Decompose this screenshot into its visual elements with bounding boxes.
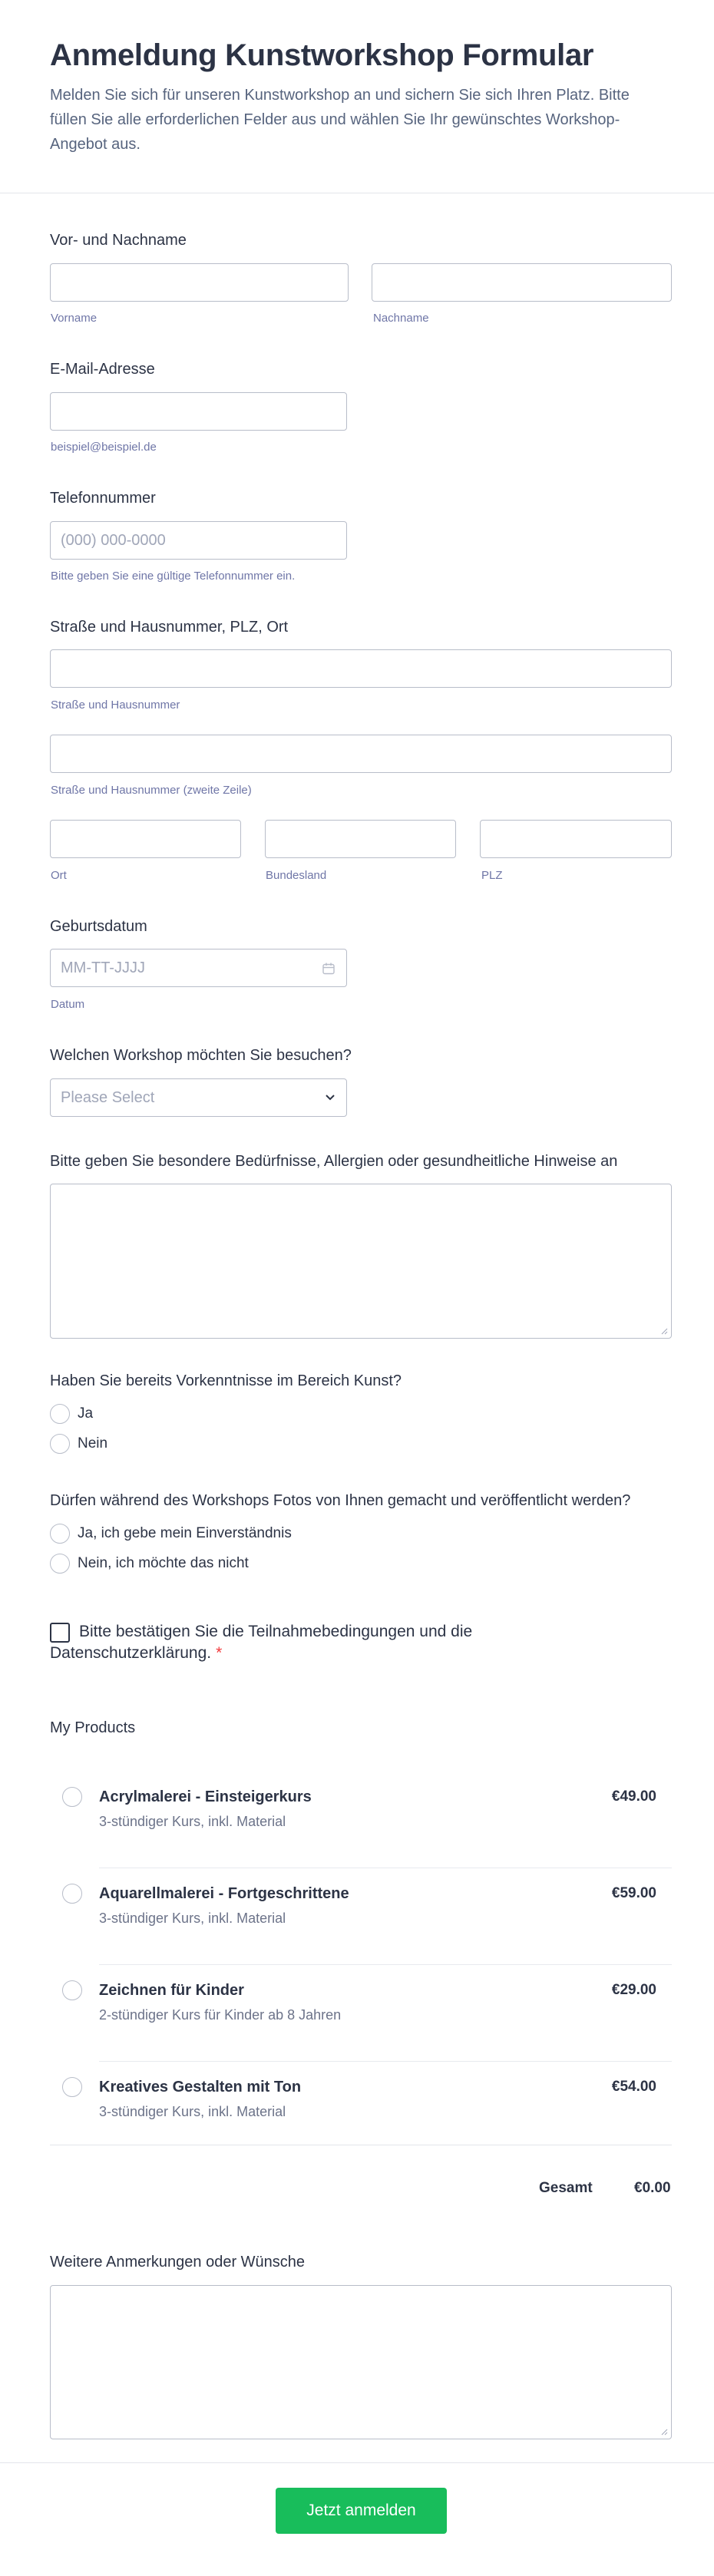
email-label: E-Mail-Adresse (50, 361, 155, 378)
birthdate-placeholder: MM-TT-JJJJ (61, 959, 145, 976)
city-input[interactable] (50, 820, 241, 858)
product-price: €29.00 (611, 1982, 656, 1998)
first-name-input[interactable] (50, 263, 349, 302)
resize-grip-icon[interactable] (660, 2428, 668, 2436)
state-sublabel: Bundesland (266, 869, 327, 882)
needs-textarea[interactable] (50, 1184, 672, 1339)
workshop-select[interactable] (50, 1078, 347, 1117)
product-item[interactable] (50, 1965, 672, 2062)
email-sublabel: beispiel@beispiel.de (51, 441, 157, 454)
address-label: Straße und Hausnummer, PLZ, Ort (50, 619, 289, 636)
needs-label: Bitte geben Sie besondere Bedürfnisse, Allergien oder gesundheitliche Hinweise an (50, 1153, 618, 1170)
birthdate-label: Geburtsdatum (50, 918, 147, 935)
product-item[interactable] (50, 1868, 672, 1965)
last-name-sublabel: Nachname (373, 312, 429, 325)
zip-input[interactable] (480, 820, 672, 858)
total-label: Gesamt (539, 2180, 593, 2196)
street2-sublabel: Straße und Hausnummer (zweite Zeile) (51, 784, 252, 797)
photos-option-no: Nein, ich möchte das nicht (78, 1555, 249, 1571)
zip-sublabel: PLZ (481, 869, 503, 882)
product-name: Zeichnen für Kinder (99, 1982, 244, 1999)
product-price: €59.00 (611, 1885, 656, 1901)
photos-option-yes: Ja, ich gebe mein Einverständnis (78, 1525, 292, 1541)
workshop-selected: Please Select (61, 1089, 155, 1106)
consent-text (50, 1621, 633, 1664)
state-input[interactable] (265, 820, 456, 858)
chevron-down-icon (325, 1094, 336, 1101)
last-name-input[interactable] (372, 263, 672, 302)
experience-option-yes: Ja (78, 1405, 94, 1422)
notes-label: Weitere Anmerkungen oder Wünsche (50, 2254, 306, 2271)
city-sublabel: Ort (51, 869, 67, 882)
photos-radio-no[interactable] (50, 1554, 70, 1574)
street2-input[interactable] (50, 735, 672, 773)
product-radio[interactable] (62, 1787, 82, 1807)
product-item[interactable] (50, 1772, 672, 1868)
product-radio[interactable] (62, 2077, 82, 2097)
total-value: €0.00 (634, 2180, 671, 2196)
phone-label: Telefonnummer (50, 490, 156, 507)
experience-option-no: Nein (78, 1435, 108, 1451)
experience-radio-no[interactable] (50, 1434, 70, 1454)
product-description: 3-stündiger Kurs, inkl. Material (99, 1911, 286, 1926)
email-input[interactable] (50, 392, 347, 431)
phone-placeholder: (000) 000-0000 (61, 532, 166, 549)
product-name: Kreatives Gestalten mit Ton (99, 2079, 302, 2095)
product-description: 3-stündiger Kurs, inkl. Material (99, 2104, 286, 2119)
product-price: €54.00 (611, 2079, 656, 2095)
products-label: My Products (50, 1719, 136, 1736)
product-name: Aquarellmalerei - Fortgeschrittene (99, 1885, 349, 1902)
resize-grip-icon[interactable] (660, 1327, 668, 1335)
product-name: Acrylmalerei - Einsteigerkurs (99, 1788, 312, 1805)
calendar-icon[interactable] (322, 962, 336, 976)
notes-textarea[interactable] (50, 2285, 672, 2439)
required-mark: * (216, 1644, 223, 1662)
workshop-label: Welchen Workshop möchten Sie besuchen? (50, 1047, 352, 1064)
phone-input[interactable] (50, 521, 347, 560)
form-title: Anmeldung Kunstworkshop Formular (50, 38, 594, 72)
photos-label: Dürfen während des Workshops Fotos von Ihnen gemacht und veröffentlicht werden? (50, 1492, 631, 1509)
consent-label: Bitte bestätigen Sie die Teilnahmebedingungen und die Datenschutzerklärung. (50, 1623, 473, 1662)
phone-sublabel: Bitte geben Sie eine gültige Telefonnummer ein. (51, 570, 296, 583)
product-radio[interactable] (62, 1884, 82, 1904)
street-input[interactable] (50, 649, 672, 688)
birthdate-input[interactable] (50, 949, 347, 987)
birthdate-sublabel: Datum (51, 998, 85, 1011)
first-name-sublabel: Vorname (51, 312, 98, 325)
product-price: €49.00 (611, 1788, 656, 1805)
form-header (0, 0, 714, 193)
name-label: Vor- und Nachname (50, 232, 187, 249)
experience-label: Haben Sie bereits Vorkenntnisse im Bereich Kunst? (50, 1372, 402, 1389)
submit-button[interactable]: Jetzt anmelden (276, 2488, 447, 2534)
product-description: 3-stündiger Kurs, inkl. Material (99, 1814, 286, 1829)
street-sublabel: Straße und Hausnummer (51, 698, 180, 712)
product-radio[interactable] (62, 1980, 82, 2000)
experience-radio-yes[interactable] (50, 1404, 70, 1424)
form-description: Melden Sie sich für unseren Kunstworkshop an und sichern Sie sich Ihren Platz. Bitte füllen Sie alle erforderlichen Felder aus und wählen Sie Ihr gewünschtes Workshop-Angebot aus. (50, 87, 630, 153)
photos-radio-yes[interactable] (50, 1524, 70, 1544)
product-description: 2-stündiger Kurs für Kinder ab 8 Jahren (99, 2007, 342, 2023)
